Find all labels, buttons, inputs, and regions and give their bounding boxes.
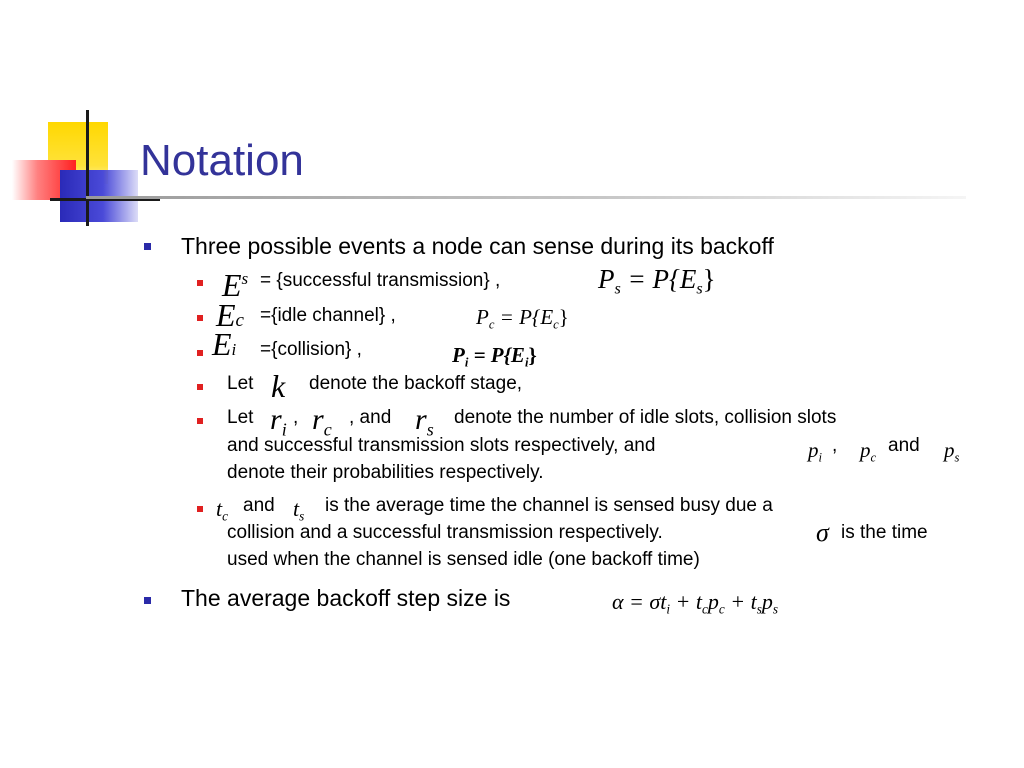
sub-bullet-marker <box>197 350 203 356</box>
slide-title: Notation <box>140 136 304 185</box>
and-label: and <box>243 495 275 516</box>
slots-text-line2: and successful transmission slots respectively, and <box>227 435 656 456</box>
and-label: and <box>888 435 920 456</box>
math-p-c: $p_c$ <box>860 438 877 465</box>
backoff-stage-text: denote the backoff stage, <box>309 373 523 394</box>
bullet-marker <box>144 243 151 250</box>
math-sigma: σ <box>816 518 829 547</box>
sub-bullet-marker <box>197 315 203 321</box>
math-r-i: $r_i$ <box>270 403 287 440</box>
and-label: , and <box>349 407 392 428</box>
math-alpha-equation: $\alpha = \sigma t_i + t_cp_c + t_sp_s$ <box>612 589 778 617</box>
slots-text: denote the number of idle slots, collision slots <box>454 407 837 428</box>
sub-bullet-marker <box>197 384 203 390</box>
busy-time-text-line2: collision and a successful transmission respectively. <box>227 522 663 543</box>
math-Pc-equation: $P_c = P\{E_c\}$ <box>476 305 569 332</box>
math-Ps-equation: $P_s = P\{E_s\}$ <box>598 264 716 298</box>
bullet-average-step: The average backoff step size is <box>181 585 511 611</box>
busy-time-text: is the average time the channel is sensed busy due a <box>325 495 773 516</box>
event-collision-text: ={collision} , <box>260 339 362 360</box>
math-t-c: $t_c$ <box>216 496 228 524</box>
math-Pi-equation: $P_i = P\{E_i\}$ <box>452 343 537 370</box>
event-idle-text: ={idle channel} , <box>260 305 396 326</box>
comma: , <box>832 435 838 456</box>
bullet-events: Three possible events a node can sense during its backoff <box>181 233 774 259</box>
math-p-i: $p_i$ <box>808 438 822 465</box>
comma: , <box>293 407 299 428</box>
math-E-c: Ec <box>216 297 244 333</box>
slots-text-line3: denote their probabilities respectively. <box>227 462 544 483</box>
idle-time-text-line3: used when the channel is sensed idle (one backoff time) <box>227 549 700 570</box>
math-E-i: Ei <box>212 326 237 362</box>
sub-bullet-marker <box>197 506 203 512</box>
math-E-s: $E^s$ <box>222 267 249 303</box>
let-label: Let <box>227 373 254 394</box>
math-r-s: $r_s$ <box>415 403 434 440</box>
math-r-c: $r_c$ <box>312 403 332 440</box>
math-p-s: $p_s$ <box>944 438 960 465</box>
bullet-marker <box>144 597 151 604</box>
let-label: Let <box>227 407 254 428</box>
math-t-s: $t_s$ <box>293 496 305 524</box>
sub-bullet-marker <box>197 280 203 286</box>
math-k: k <box>271 368 286 404</box>
sub-bullet-marker <box>197 418 203 424</box>
idle-time-text: is the time <box>841 522 928 543</box>
event-success-text: = {successful transmission} , <box>260 270 501 291</box>
